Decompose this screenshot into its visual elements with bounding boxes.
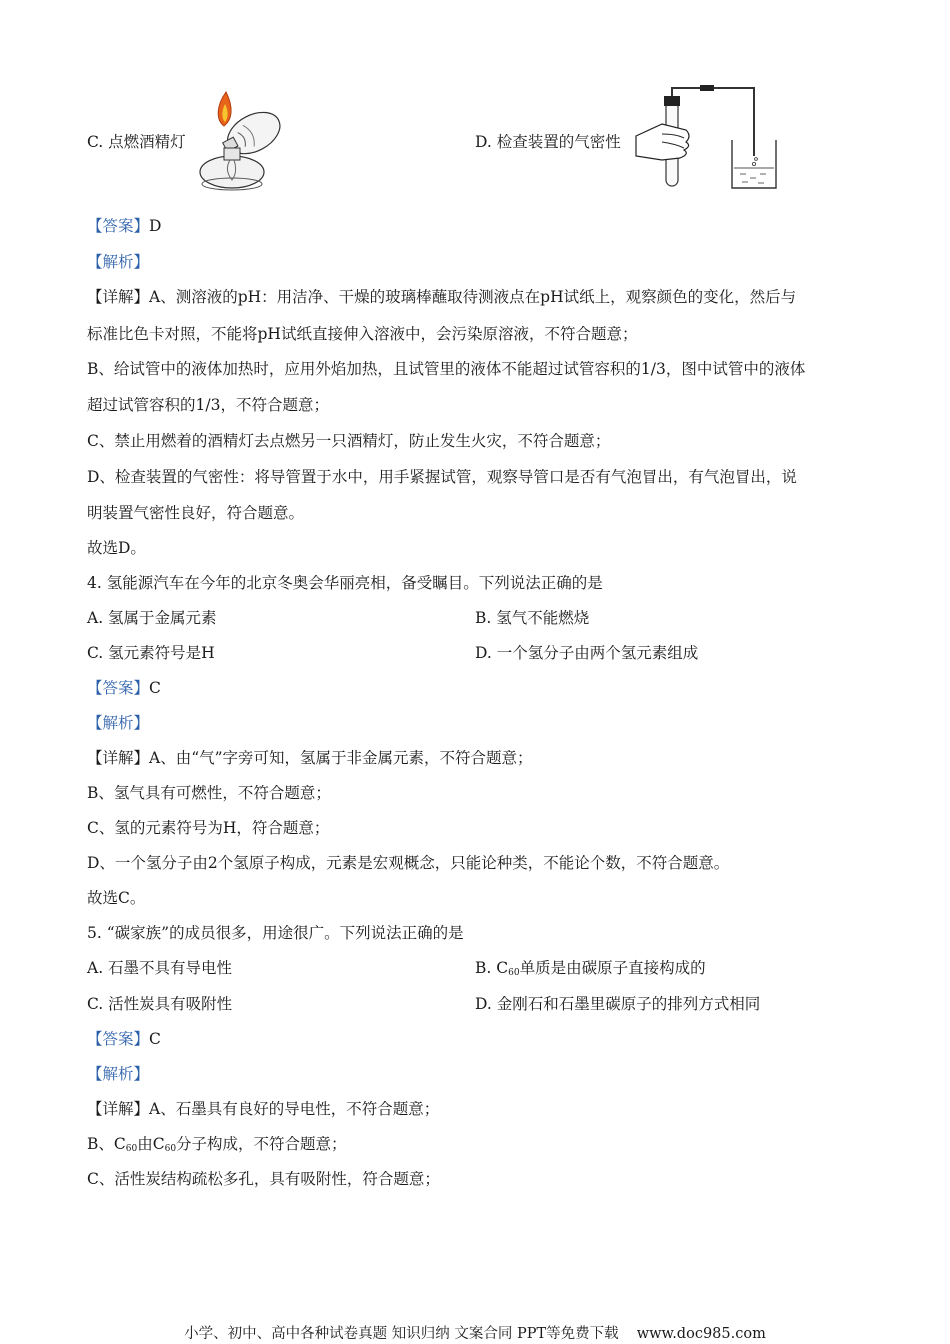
q3-answer [87, 216, 161, 236]
detail-tag: 【详解】 [87, 288, 150, 306]
alcohol-lamp-illustration [186, 90, 286, 194]
q4-analysis-tag: 【解析】 [87, 714, 150, 732]
q3-conclusion: 故选D。 [87, 539, 146, 557]
answer-tag: 【答案】 [87, 679, 150, 697]
q5-option-b [475, 958, 706, 983]
q4-option-b: B. 氢气不能燃烧 [475, 609, 590, 627]
q3-detail-a-line1 [87, 287, 796, 307]
footer-text: 小学、初中、高中各种试卷真题 知识归纳 文案合同 PPT等免费下载 [184, 1326, 619, 1342]
q3-detail-d-line2: 明装置气密性良好，符合题意。 [87, 504, 305, 522]
detail-tag: 【详解】 [87, 749, 150, 767]
q4-detail-b: B、氢气具有可燃性，不符合题意； [87, 784, 331, 802]
q5-option-d: D. 金刚石和石墨里碳原子的排列方式相同 [475, 995, 761, 1013]
page-footer [0, 1322, 950, 1343]
q5-stem: 5. “碳家族”的成员很多，用途很广。下列说法正确的是 [87, 924, 464, 942]
q4-detail-c: C、氢的元素符号为H，符合题意； [87, 819, 330, 837]
q4-option-c: C. 氢元素符号是H [87, 644, 215, 662]
answer-value: C [149, 679, 161, 697]
q5-analysis-tag: 【解析】 [87, 1065, 150, 1083]
airtightness-apparatus-illustration [632, 84, 782, 192]
q3-detail-a-line2: 标准比色卡对照，不能将pH试纸直接伸入溶液中，会污染原溶液，不符合题意； [87, 325, 638, 343]
answer-tag: 【答案】 [87, 1030, 150, 1048]
q3-detail-d-line1: D、检查装置的气密性：将导管置于水中，用手紧握试管，观察导管口是否有气泡冒出，有气泡冒出，说 [87, 468, 797, 486]
detail-text: A、石墨具有良好的导电性，不符合题意； [149, 1100, 440, 1118]
detail-tag: 【详解】 [87, 1100, 150, 1118]
q5-option-c: C. 活性炭具有吸附性 [87, 995, 233, 1013]
q4-option-a: A. 氢属于金属元素 [87, 609, 217, 627]
q3-analysis-tag: 【解析】 [87, 253, 150, 271]
q3-detail-b-line1: B、给试管中的液体加热时，应用外焰加热，且试管里的液体不能超过试管容积的1/3，图中试管中的液体 [87, 360, 806, 378]
q4-conclusion: 故选C。 [87, 889, 146, 907]
q4-answer [87, 678, 161, 698]
option-text: 单质是由碳原子直接构成的 [519, 959, 706, 977]
footer-url[interactable]: www.doc985.com [636, 1326, 766, 1342]
detail-text: A、测溶液的pH：用洁净、干燥的玻璃棒蘸取待测液点在pH试纸上，观察颜色的变化，然后与 [149, 288, 797, 306]
q3-detail-c: C、禁止用燃着的酒精灯去点燃另一只酒精灯，防止发生火灾，不符合题意； [87, 432, 611, 450]
q5-option-a: A. 石墨不具有导电性 [87, 959, 233, 977]
answer-value: C [149, 1030, 161, 1048]
detail-text: 分子构成，不符合题意； [176, 1135, 347, 1153]
q3-detail-b-line2: 超过试管容积的1/3，不符合题意； [87, 396, 329, 414]
q5-detail-a [87, 1099, 439, 1119]
q5-detail-c: C、活性炭结构疏松多孔，具有吸附性，符合题意； [87, 1170, 440, 1188]
answer-value: D [149, 217, 162, 235]
q5-answer [87, 1029, 161, 1049]
q4-detail-a [87, 748, 533, 768]
q5-detail-b [87, 1134, 347, 1159]
option-text: B. C [475, 959, 509, 977]
q3-option-c: C. 点燃酒精灯 [87, 133, 186, 151]
subscript: 60 [508, 968, 520, 978]
answer-tag: 【答案】 [87, 217, 150, 235]
q4-option-d: D. 一个氢分子由两个氢元素组成 [475, 644, 699, 662]
detail-text: 由C [137, 1135, 165, 1153]
subscript: 60 [125, 1144, 138, 1154]
q4-detail-d: D、一个氢分子由2个氢原子构成，元素是宏观概念，只能论种类，不能论个数，不符合题意。 [87, 854, 730, 872]
subscript: 60 [164, 1144, 177, 1154]
detail-text: A、由“气”字旁可知，氢属于非金属元素，不符合题意； [149, 749, 533, 767]
q4-stem: 4. 氢能源汽车在今年的北京冬奥会华丽亮相，备受瞩目。下列说法正确的是 [87, 574, 603, 592]
detail-text: B、C [87, 1135, 126, 1153]
q3-option-d: D. 检查装置的气密性 [475, 133, 621, 151]
